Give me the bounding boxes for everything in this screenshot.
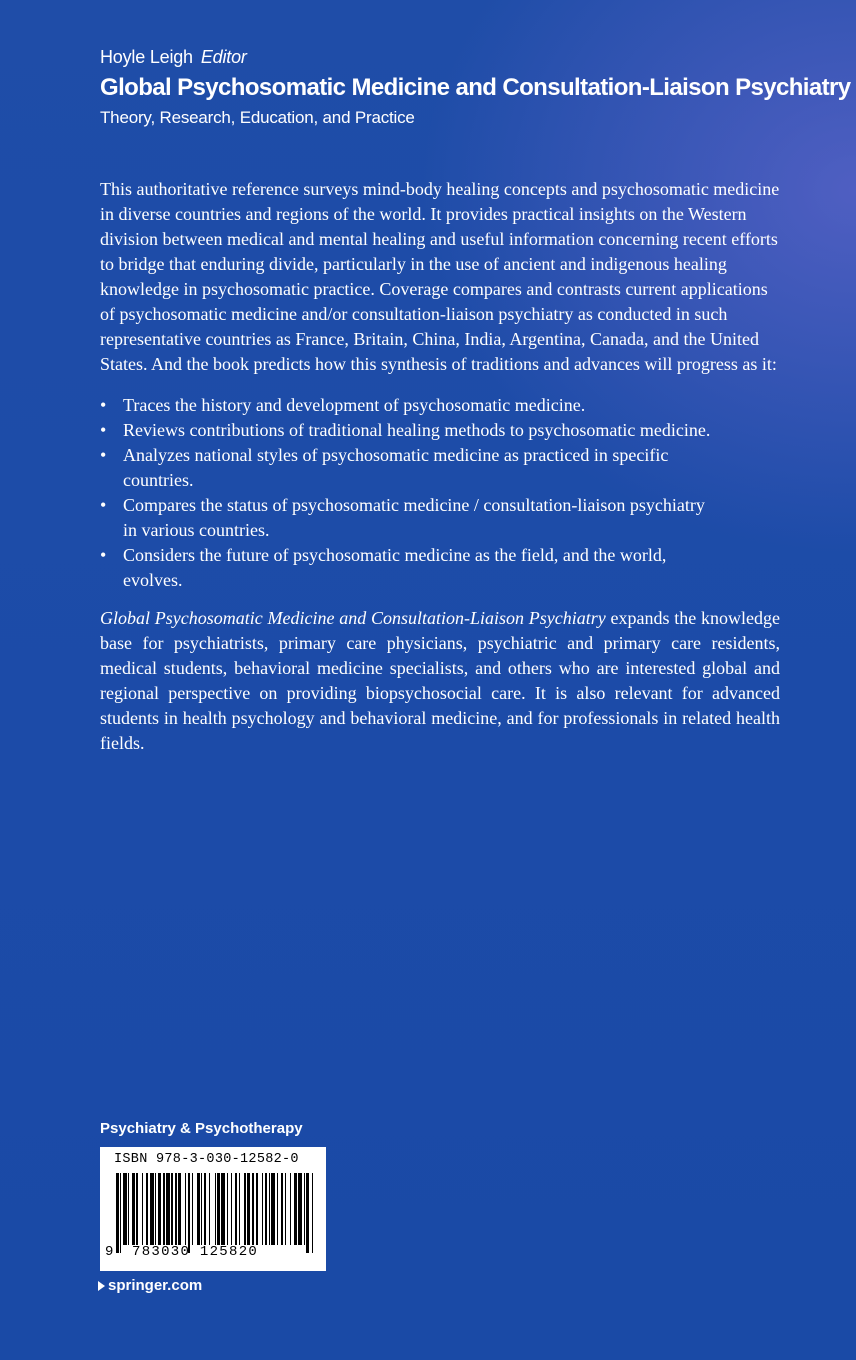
barcode-bar [256,1173,257,1245]
barcode-bar [217,1173,220,1245]
cover-header [100,44,851,131]
bullet-text: Reviews contributions of traditional healing methods to psychosomatic medicine. [123,420,711,440]
barcode-bar [209,1173,210,1245]
barcode-bar [239,1173,240,1245]
arrow-right-icon [98,1281,105,1291]
barcode-bar [123,1173,127,1245]
barcode-bar [188,1173,191,1253]
bullet-item [100,493,723,543]
barcode-bar [277,1173,278,1245]
closing-book-title: Global Psychosomatic Medicine and Consultation-Liaison Psychiatry [100,608,606,628]
barcode-bar [132,1173,135,1245]
bullet-list [100,393,780,593]
barcode [100,1147,326,1271]
barcode-bar [142,1173,143,1245]
barcode-bar [171,1173,172,1245]
barcode-bar [285,1173,286,1245]
barcode-bar [185,1173,186,1245]
bullet-item [100,443,723,493]
barcode-bar [304,1173,305,1245]
category-label: Psychiatry & Psychotherapy [100,1120,303,1137]
bullet-icon: • [100,395,107,415]
isbn-text: ISBN 978-3-030-12582-0 [114,1152,299,1167]
barcode-bar [116,1173,119,1253]
barcode-bar [244,1173,245,1245]
barcode-bar [312,1173,313,1253]
ean-digits: 783030 125820 [132,1244,259,1260]
description [100,177,780,756]
barcode-bar [262,1173,263,1245]
barcode-bar [215,1173,216,1245]
barcode-bar [120,1173,121,1253]
barcode-bar [269,1173,270,1245]
ean-first-digit: 9 [105,1244,114,1260]
bullet-text: Compares the status of psychosomatic medicine / consultation-liaison psychiatry in various countries. [123,495,705,540]
barcode-bar [298,1173,302,1245]
barcode-bar [192,1173,193,1245]
barcode-bar [158,1173,161,1245]
barcode-bar [175,1173,176,1245]
barcode-bar [252,1173,253,1245]
closing-paragraph [100,606,780,756]
barcode-bar [290,1173,291,1245]
barcode-bar [197,1173,200,1245]
springer-link-label: springer.com [108,1277,203,1294]
book-subtitle: Theory, Research, Education, and Practice [100,108,415,127]
bullet-icon: • [100,545,107,565]
barcode-bar [178,1173,181,1245]
bullet-item [100,393,723,418]
barcode-bar [235,1173,238,1245]
bullet-icon: • [100,445,107,465]
barcode-bar [155,1173,156,1245]
bullet-icon: • [100,420,107,440]
barcode-bar [146,1173,149,1245]
barcode-bar [221,1173,225,1245]
barcode-bar [306,1173,309,1253]
author-line [100,44,800,70]
bullet-item [100,543,723,593]
barcode-bar [231,1173,232,1245]
book-title: Global Psychosomatic Medicine and Consultation-Liaison Psychiatry [100,74,851,101]
barcode-bar [128,1173,129,1245]
barcode-bar [201,1173,202,1245]
closing-text: expands the knowledge base for psychiatrists, primary care physicians, psychiatric and primary care residents, medical students, behavioral medicine specialists, and others who are interested global and regional perspective on providing biopsychosocial care. It is also relevant for advanced students in health psychology and behavioral medicine, and for professionals in related health fields. [100,608,780,753]
barcode-bar [271,1173,275,1245]
barcode-bar [166,1173,170,1245]
barcode-bar [150,1173,154,1245]
intro-paragraph: This authoritative reference surveys mind-body healing concepts and psychosomatic medicine in diverse countries and regions of the world. It provides practical insights on the Western division between medical and mental healing and useful information concerning recent efforts to bridge that enduring divide, particularly in the use of ancient and indigenous healing knowledge in psychosomatic practice. Coverage compares and contrasts current applications of psychosomatic medicine and/or consultation-liaison psychiatry as conducted in such representative countries as France, Britain, China, India, Argentina, Canada, and the United States. And the book predicts how this synthesis of traditions and advances will progress as it: [100,179,780,374]
author-name: Hoyle Leigh [100,47,193,67]
bullet-text: Considers the future of psychosomatic medicine as the field, and the world, evolves. [123,545,667,590]
bullet-text: Traces the history and development of psychosomatic medicine. [123,395,586,415]
author-role: Editor [200,47,247,67]
barcode-bar [265,1173,268,1245]
barcode-bar [294,1173,297,1245]
barcode-bar [204,1173,207,1245]
springer-link[interactable] [98,1276,202,1296]
barcode-bar [163,1173,164,1245]
barcode-bar [281,1173,284,1245]
barcode-bar [227,1173,228,1245]
bullet-icon: • [100,495,107,515]
barcode-bar [136,1173,137,1245]
bullet-item [100,418,723,443]
bullet-text: Analyzes national styles of psychosomatic medicine as practiced in specific countries. [123,445,669,490]
barcode-bar [247,1173,250,1245]
